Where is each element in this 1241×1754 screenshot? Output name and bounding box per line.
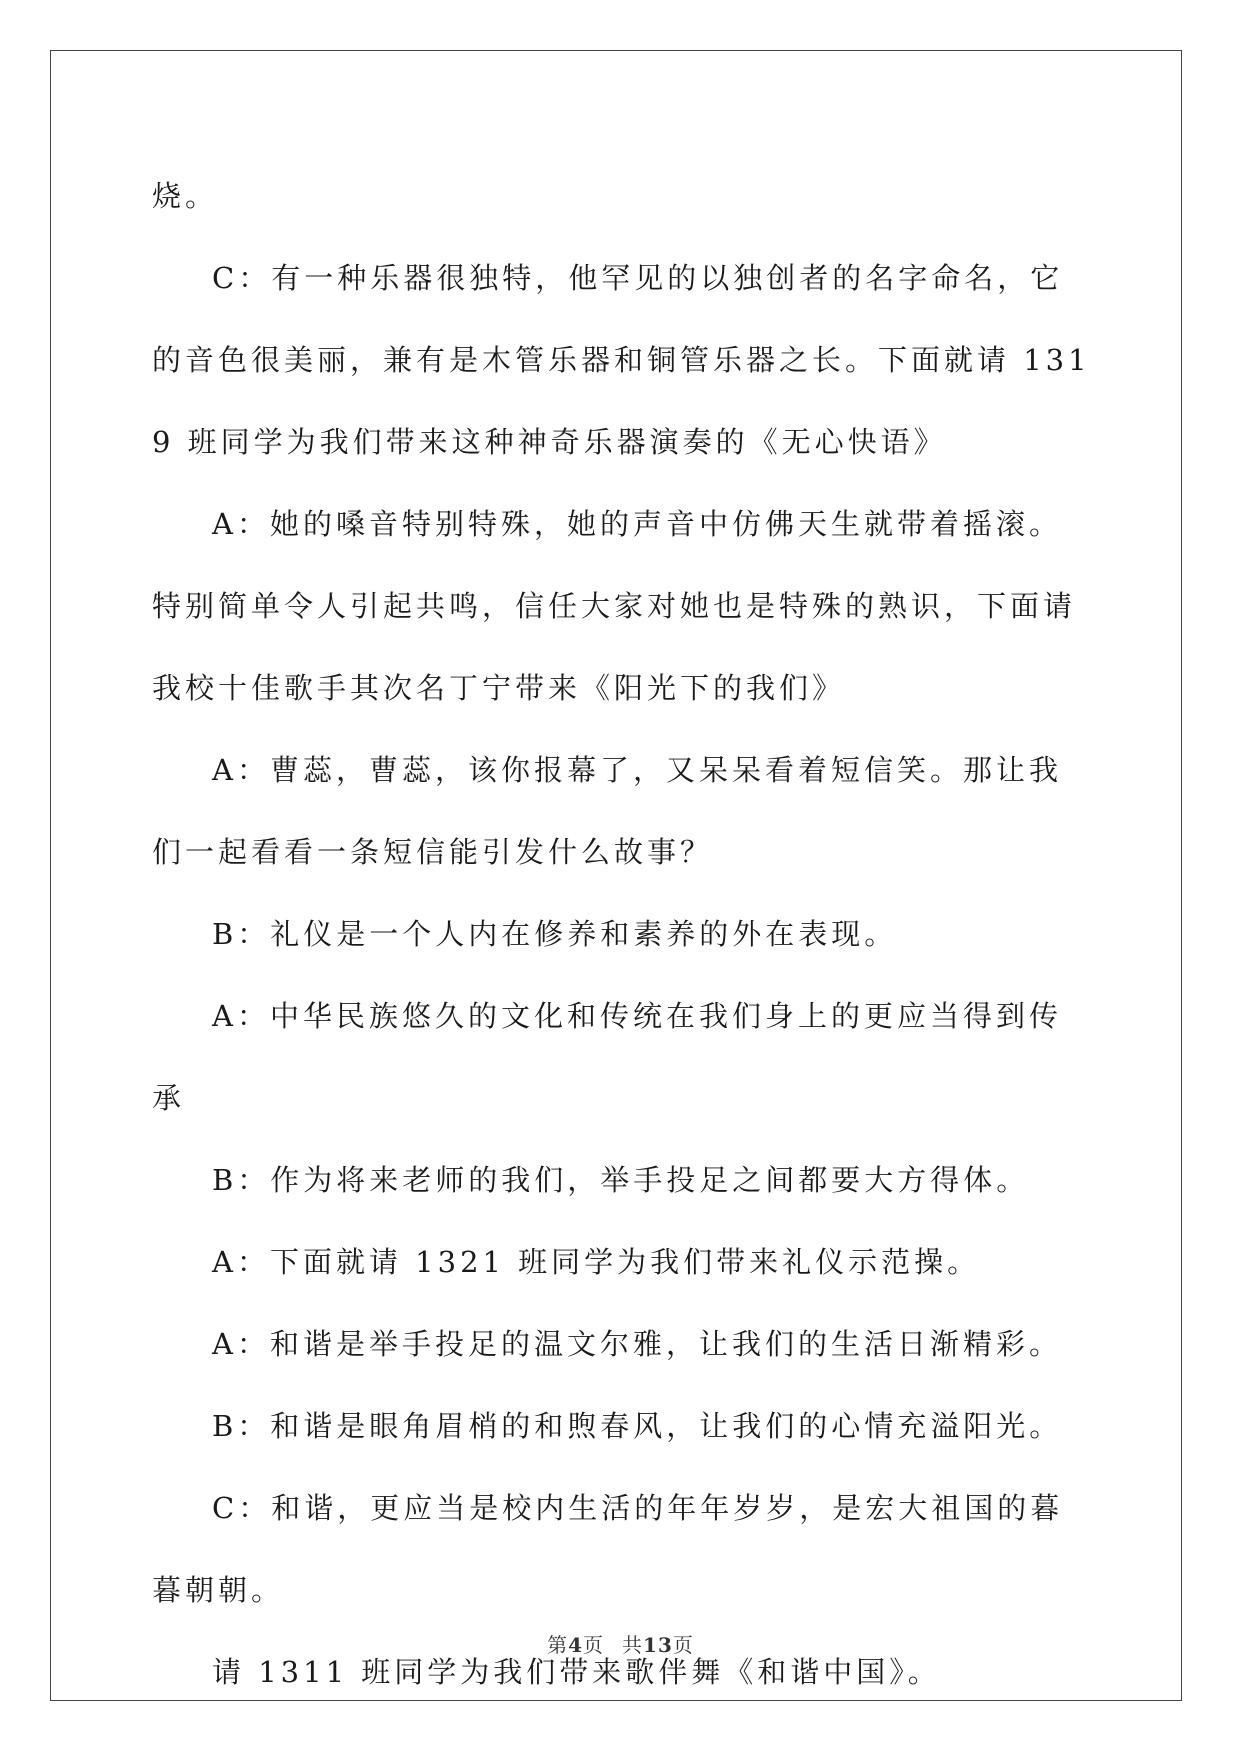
paragraph: A：下面就请 1321 班同学为我们带来礼仪示范操。 (212, 1245, 981, 1279)
paragraph: A：曹蕊，曹蕊，该你报幕了，又呆呆看着短信笑。那让我们一起看看一条短信能引发什么故事？ (152, 753, 1062, 869)
paragraph: B：和谐是眼角眉梢的和煦春风，让我们的心情充溢阳光。 (212, 1409, 1063, 1443)
paragraph: C：和谐，更应当是校内生活的年年岁岁，是宏大祖国的暮暮朝朝。 (152, 1491, 1064, 1607)
page-number: 4 (568, 1633, 584, 1657)
page-suffix: 页 (583, 1633, 605, 1657)
page-footer (0, 1629, 1241, 1658)
paragraph: 请 1311 班同学为我们带来歌伴舞《和谐中国》。 (212, 1655, 941, 1689)
paragraph: 烧。 (152, 179, 219, 213)
paragraph: B：礼仪是一个人内在修养和素养的外在表现。 (212, 917, 898, 951)
paragraph: A：她的嗓音特别特殊，她的声音中仿佛天生就带着摇滚。特别简单令人引起共鸣，信任大家对她也是特殊的熟识，下面请我校十佳歌手其次名丁宁带来《阳光下的我们》 (152, 507, 1077, 705)
total-suffix: 页 (672, 1633, 694, 1657)
total-prefix: 共 (622, 1633, 644, 1657)
document-body (152, 155, 1092, 1713)
paragraph: A：中华民族悠久的文化和传统在我们身上的更应当得到传承 (152, 999, 1062, 1115)
paragraph: B：作为将来老师的我们，举手投足之间都要大方得体。 (212, 1163, 1030, 1197)
total-pages: 13 (643, 1633, 673, 1657)
page-prefix: 第 (547, 1633, 569, 1657)
paragraph: C：有一种乐器很独特，他罕见的以独创者的名字命名，它的音色很美丽，兼有是木管乐器和铜管乐器之长。下面就请 1319 班同学为我们带来这种神奇乐器演奏的《无心快语》 (152, 261, 1091, 459)
paragraph: A：和谐是举手投足的温文尔雅，让我们的生活日渐精彩。 (212, 1327, 1062, 1361)
